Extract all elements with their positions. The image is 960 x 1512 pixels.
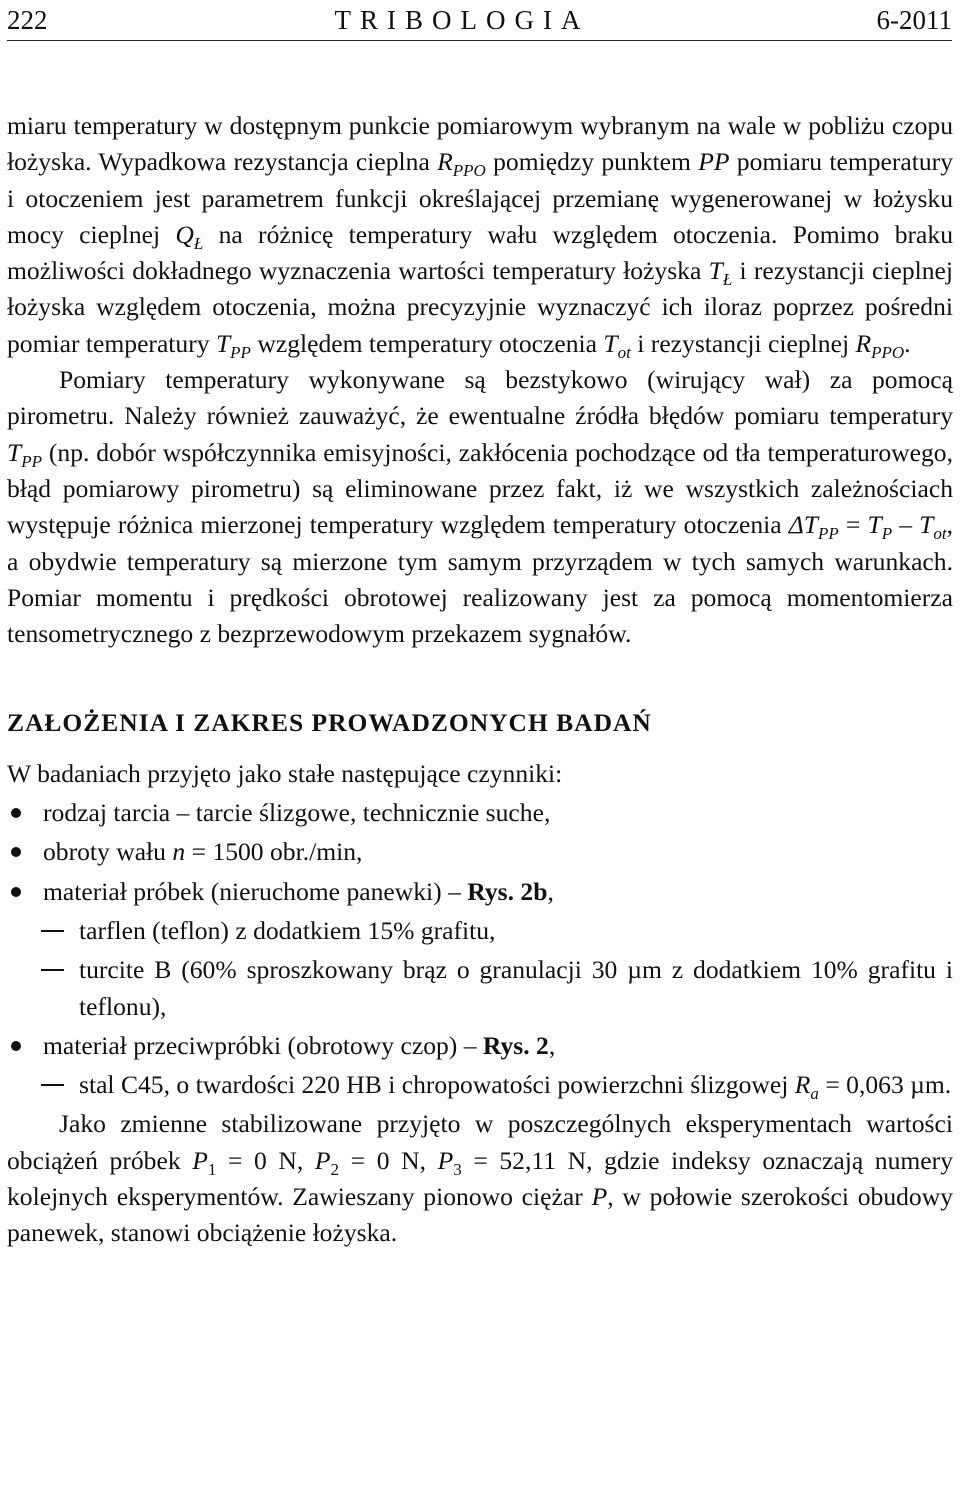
sub-list-item [7, 913, 953, 949]
subscript-ppo: PPO [871, 342, 905, 362]
subscript-3: 3 [453, 1159, 462, 1179]
sub-list-item [7, 1067, 953, 1103]
list-item-text: , [547, 876, 554, 906]
symbol-r: R [855, 328, 872, 358]
symbol-p: P [314, 1145, 331, 1175]
list-item [7, 834, 953, 870]
symbol-p: P [192, 1145, 208, 1175]
symbol-n: n [172, 837, 186, 867]
text-segment: Jako zmienne stabilizowane przyjęto w poszczególnych eksperymentach wartości obciążeń próbek [7, 1109, 953, 1175]
figure-reference: Rys. 2b [467, 876, 548, 906]
text-segment: miaru temperatury w dostępnym punkcie pomiarowym wybranym na wale w pobliżu czopu łożyska. Wypadkowa rezystancja cieplna [7, 111, 953, 177]
list-item-text: stal C45, o twardości 220 HB i chropowatości powierzchni ślizgowej [79, 1070, 795, 1100]
symbol-t: T [867, 510, 882, 540]
list-item-text: rodzaj tarcia – tarcie ślizgowe, technicznie suche, [43, 798, 551, 828]
subscript-ppo: PPO [452, 161, 486, 181]
subscript-pp: PP [21, 451, 43, 471]
subscript-p: P [881, 524, 893, 544]
figure-reference: Rys. 2 [482, 1030, 549, 1060]
symbol-q: Q [175, 219, 194, 249]
symbol-t: T [919, 510, 934, 540]
assumptions-list [7, 795, 953, 1103]
list-item-text: , [548, 1030, 556, 1060]
text-segment: = 0 N, [339, 1145, 438, 1175]
text-segment: Pomiary temperatury wykonywane są bezstykowo (wirujący wał) za pomocą pirometru. Należy również zauważyć, że ewentualne źródła błędów pomiaru temperatury [7, 365, 953, 431]
text-segment: = [838, 510, 868, 540]
subscript-l: Ł [193, 233, 204, 253]
article-body [7, 108, 953, 1252]
text-segment: , a obydwie temperatury są mierzone tym samym przyrządem w tych samych warunkach. Pomiar momentu i prędkości obrotowej realizowany jest za pomocą momentomierza tensometrycznego z bezprzewodowym przekazem sygnałów. [7, 510, 953, 649]
symbol-r: R [437, 147, 453, 177]
symbol-t: T [7, 437, 22, 467]
text-segment: = 0 N, [216, 1145, 315, 1175]
list-item [7, 874, 953, 910]
paragraph-temperature-measurement [7, 108, 953, 362]
list-item-text: tarflen (teflon) z dodatkiem 15% grafitu, [79, 915, 496, 945]
paragraph-pyrometer [7, 362, 953, 652]
symbol-p: P [591, 1182, 608, 1212]
journal-title: TRIBOLOGIA [334, 4, 590, 35]
subscript-a: a [810, 1084, 819, 1104]
text-segment: (np. dobór współczynnika emisyjności, zakłócenia pochodzące od tła temperaturowego, błąd pomiarowy pirometru) są eliminowane przez fakt, iż we wszystkich zależnościach występuje różnica mierzonej temperatury względem temperatury otoczenia [7, 437, 953, 540]
subscript-l: Ł [722, 270, 733, 290]
subscript-ot: ot [933, 524, 947, 544]
page-number: 222 [7, 4, 48, 35]
section-intro: W badaniach przyjęto jako stałe następujące czynniki: [7, 758, 563, 788]
list-item [7, 795, 953, 831]
page-header [7, 0, 952, 41]
text-segment: – [892, 510, 920, 540]
subscript-ot: ot [617, 342, 631, 362]
subscript-pp: PP [230, 342, 251, 362]
text-segment: na różnicę temperatury wału względem otoczenia. Pomimo braku możliwości dokładnego wyznaczenia wartości temperatury łożyska [7, 219, 953, 286]
text-segment: pomiaru temperatury i otoczeniem jest parametrem funkcji określającej przemianę wygenerowanej w łożysku mocy cieplnej [7, 147, 954, 249]
symbol-t: T [215, 328, 231, 358]
issue-number: 6-2011 [876, 4, 952, 35]
paragraph-loads [7, 1106, 953, 1251]
subscript-2: 2 [330, 1159, 340, 1179]
text-segment: i rezystancji cieplnej łożyska względem otoczenia, można precyzyjnie wyznaczyć ich iloraz poprzez pośredni pomiar temperatury [7, 256, 953, 358]
symbol-p: P [437, 1145, 454, 1175]
text-segment: względem temperatury otoczenia [250, 328, 604, 358]
text-segment: pomiędzy punktem [485, 147, 699, 177]
symbol-t: T [708, 256, 723, 286]
list-item-text: = 0,063 µm. [818, 1070, 952, 1100]
text-segment: = 52,11 N, gdzie indeksy oznaczają numery kolejnych eksperymentów. Zawieszany pionowo ciężar [7, 1145, 953, 1212]
symbol-r: R [794, 1070, 811, 1100]
list-item-text: materiał przeciwpróbki (obrotowy czop) – [43, 1030, 483, 1060]
subscript-pp: PP [818, 524, 839, 544]
sub-list-item [7, 952, 953, 1025]
text-segment: . [904, 328, 911, 358]
subscript-1: 1 [207, 1159, 217, 1179]
text-segment: i rezystancji cieplnej [630, 328, 856, 358]
list-item [7, 1028, 953, 1064]
symbol-delta-t: ΔT [788, 510, 819, 540]
text-segment: , w połowie szerokości obudowy panewek, stanowi obciążenie łożyska. [7, 1182, 954, 1248]
list-item-text: materiał próbek (nieruchome panewki) – [43, 876, 468, 906]
symbol-pp: PP [698, 147, 730, 177]
list-item-text: = 1500 obr./min, [185, 837, 363, 867]
section-heading: ZAŁOŻENIA I ZAKRES PROWADZONYCH BADAŃ [7, 708, 652, 738]
list-item-text: obroty wału [43, 837, 173, 867]
symbol-t: T [603, 328, 618, 358]
list-item-text: turcite B (60% sproszkowany brąz o granulacji 30 µm z dodatkiem 10% grafitu i teflonu), [79, 955, 953, 1021]
